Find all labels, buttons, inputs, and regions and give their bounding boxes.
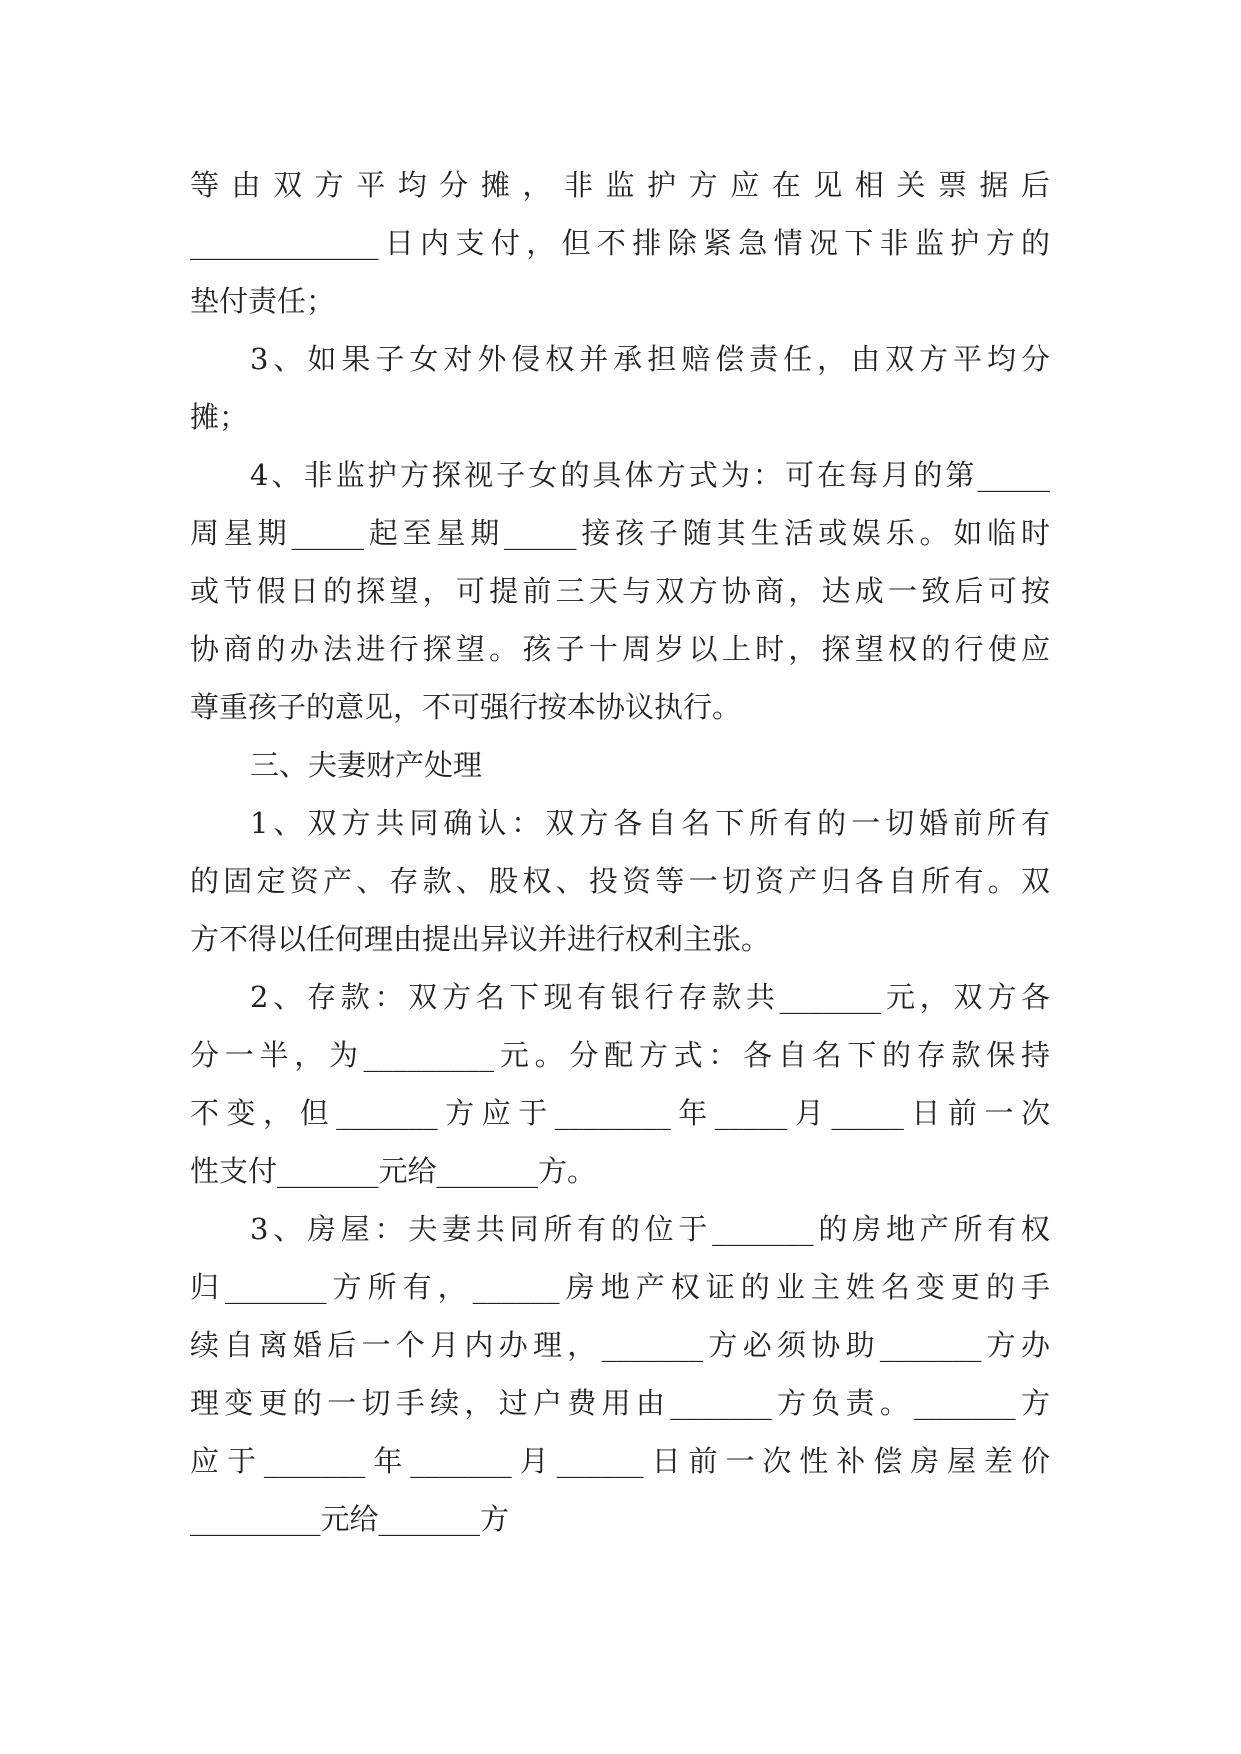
text-line: 等由双方平均分摊，非监护方应在见相关票据后 — [190, 168, 1050, 202]
text-line: 应于_______年_______月______日前一次性补偿房屋差价 — [190, 1444, 1050, 1478]
paragraph-start-line: 4、非监护方探视子女的具体方式为：可在每月的第_____ — [250, 458, 1050, 492]
text-line: 垫付责任； — [190, 284, 336, 318]
text-line: 分一半，为_________元。分配方式：各自名下的存款保持 — [190, 1038, 1050, 1072]
text-line: 归_______方所有，______房地产权证的业主姓名变更的手 — [190, 1270, 1050, 1304]
text-line: 周星期_____起至星期_____接孩子随其生活或娱乐。如临时 — [190, 516, 1050, 550]
text-line: _________元给_______方 — [190, 1502, 510, 1536]
text-line: 理变更的一切手续，过户费用由_______方负责。_______方 — [190, 1386, 1050, 1420]
text-line: 摊； — [190, 400, 249, 434]
text-line: 不变，但_______方应于________年_____月_____日前一次 — [190, 1096, 1050, 1130]
text-line: _____________日内支付，但不排除紧急情况下非监护方的 — [190, 226, 1050, 260]
text-line: 或节假日的探望，可提前三天与双方协商，达成一致后可按 — [190, 574, 1050, 608]
section-heading: 三、夫妻财产处理 — [250, 748, 483, 782]
text-line: 尊重孩子的意见，不可强行按本协议执行。 — [190, 690, 742, 724]
text-line: 协商的办法进行探望。孩子十周岁以上时，探望权的行使应 — [190, 632, 1050, 666]
document-body — [190, 156, 1050, 1548]
paragraph-start-line: 1、双方共同确认：双方各自名下所有的一切婚前所有 — [250, 806, 1050, 840]
text-line: 续自离婚后一个月内办理，_______方必须协助_______方办 — [190, 1328, 1050, 1362]
paragraph-start-line: 3、如果子女对外侵权并承担赔偿责任，由双方平均分 — [250, 342, 1050, 376]
paragraph-start-line: 3、房屋：夫妻共同所有的位于_______的房地产所有权 — [250, 1212, 1050, 1246]
text-line: 性支付_______元给_______方。 — [190, 1154, 597, 1188]
text-line: 方不得以任何理由提出异议并进行权利主张。 — [190, 922, 771, 956]
paragraph-start-line: 2、存款：双方名下现有银行存款共_______元，双方各 — [250, 980, 1050, 1014]
text-line: 的固定资产、存款、股权、投资等一切资产归各自所有。双 — [190, 864, 1050, 898]
